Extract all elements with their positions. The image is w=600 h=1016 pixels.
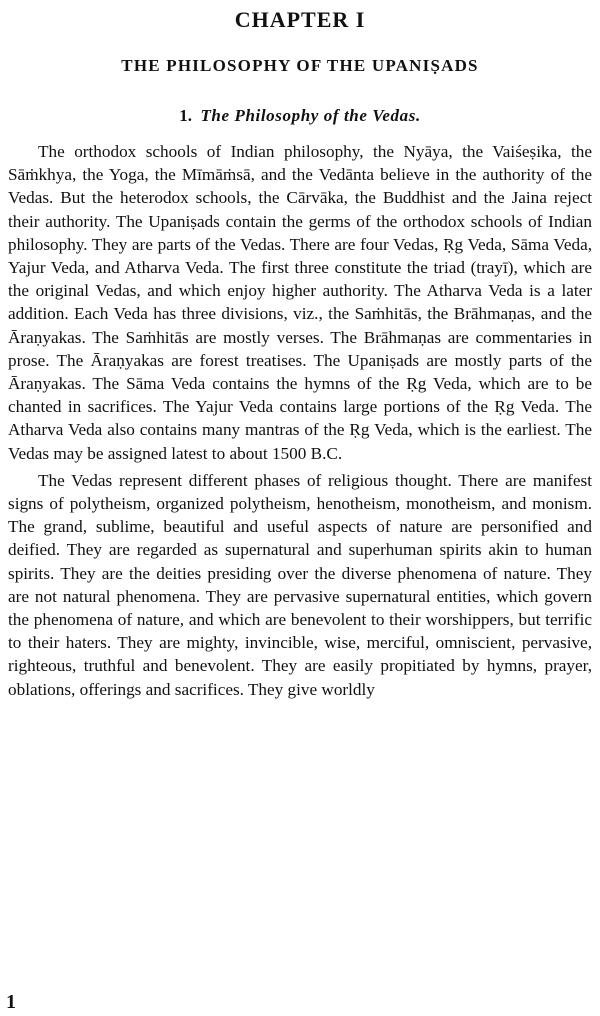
paragraph-2: The Vedas represent different phases of religious thought. There are manifest signs of polytheism, organized polytheism, henotheism, monotheism, and monism. The grand, sublime, beautiful and useful aspects of nature are personified and deified. They are regarded as supernatural and superhuman spirits akin to human spirits. They are the deities presiding over the diverse phenomena of nature. They are not natural phenomena. They are pervasive supernatural entities, which govern the phenomena of nature, and which are benevolent to their worshippers, but terrific to their haters. They are mighty, invincible, wise, merciful, omniscient, pervasive, righteous, truthful and benevolent. They are easily propitiated by hymns, prayer, oblations, offerings and sacrifices. They give worldly [8, 470, 592, 699]
page-number: 1 [6, 991, 16, 1013]
section-title: The Philosophy of the Vedas. [200, 106, 421, 125]
paragraph-1: The orthodox schools of Indian philosophy, the Nyāya, the Vaiśeṣika, the Sāṁkhya, the Yoga, the Mīmāṁsā, and the Vedānta believe in the authority of the Vedas. But the heterodox schools, the Cārvāka, the Buddhist and the Jaina reject their authority. The Upaniṣads contain the germs of the orthodox schools of Indian philosophy. They are parts of the Vedas. There are four Vedas, Ṛg Veda, Sāma Veda, Yajur Veda, and Atharva Veda. The first three constitute the triad (trayī), which are the original Vedas, and which enjoy higher authority. The Atharva Veda is a later addition. Each Veda has three divisions, viz., the Saṁhitās, the Brāhmaṇas, and the Āraṇyakas. The Saṁhitās are mostly verses. The Brāhmaṇas are commentaries in prose. The Āraṇyakas are forest treatises. The Upaniṣads are mostly parts of the Āraṇyakas. The Sāma Veda contains the hymns of the Ṛg Veda, which are to be chanted in sacrifices. The Yajur Veda contains large portions of the Ṛg Veda. The Atharva Veda also contains many mantras of the Ṛg Veda, which is the earliest. The Vedas may be assigned latest to about 1500 B.C. [8, 142, 592, 463]
section-heading [8, 104, 592, 128]
chapter-heading: CHAPTER I [234, 7, 366, 32]
chapter-title: THE PHILOSOPHY OF THE UPANIṢADS [121, 56, 479, 75]
section-number: 1. [179, 106, 192, 125]
